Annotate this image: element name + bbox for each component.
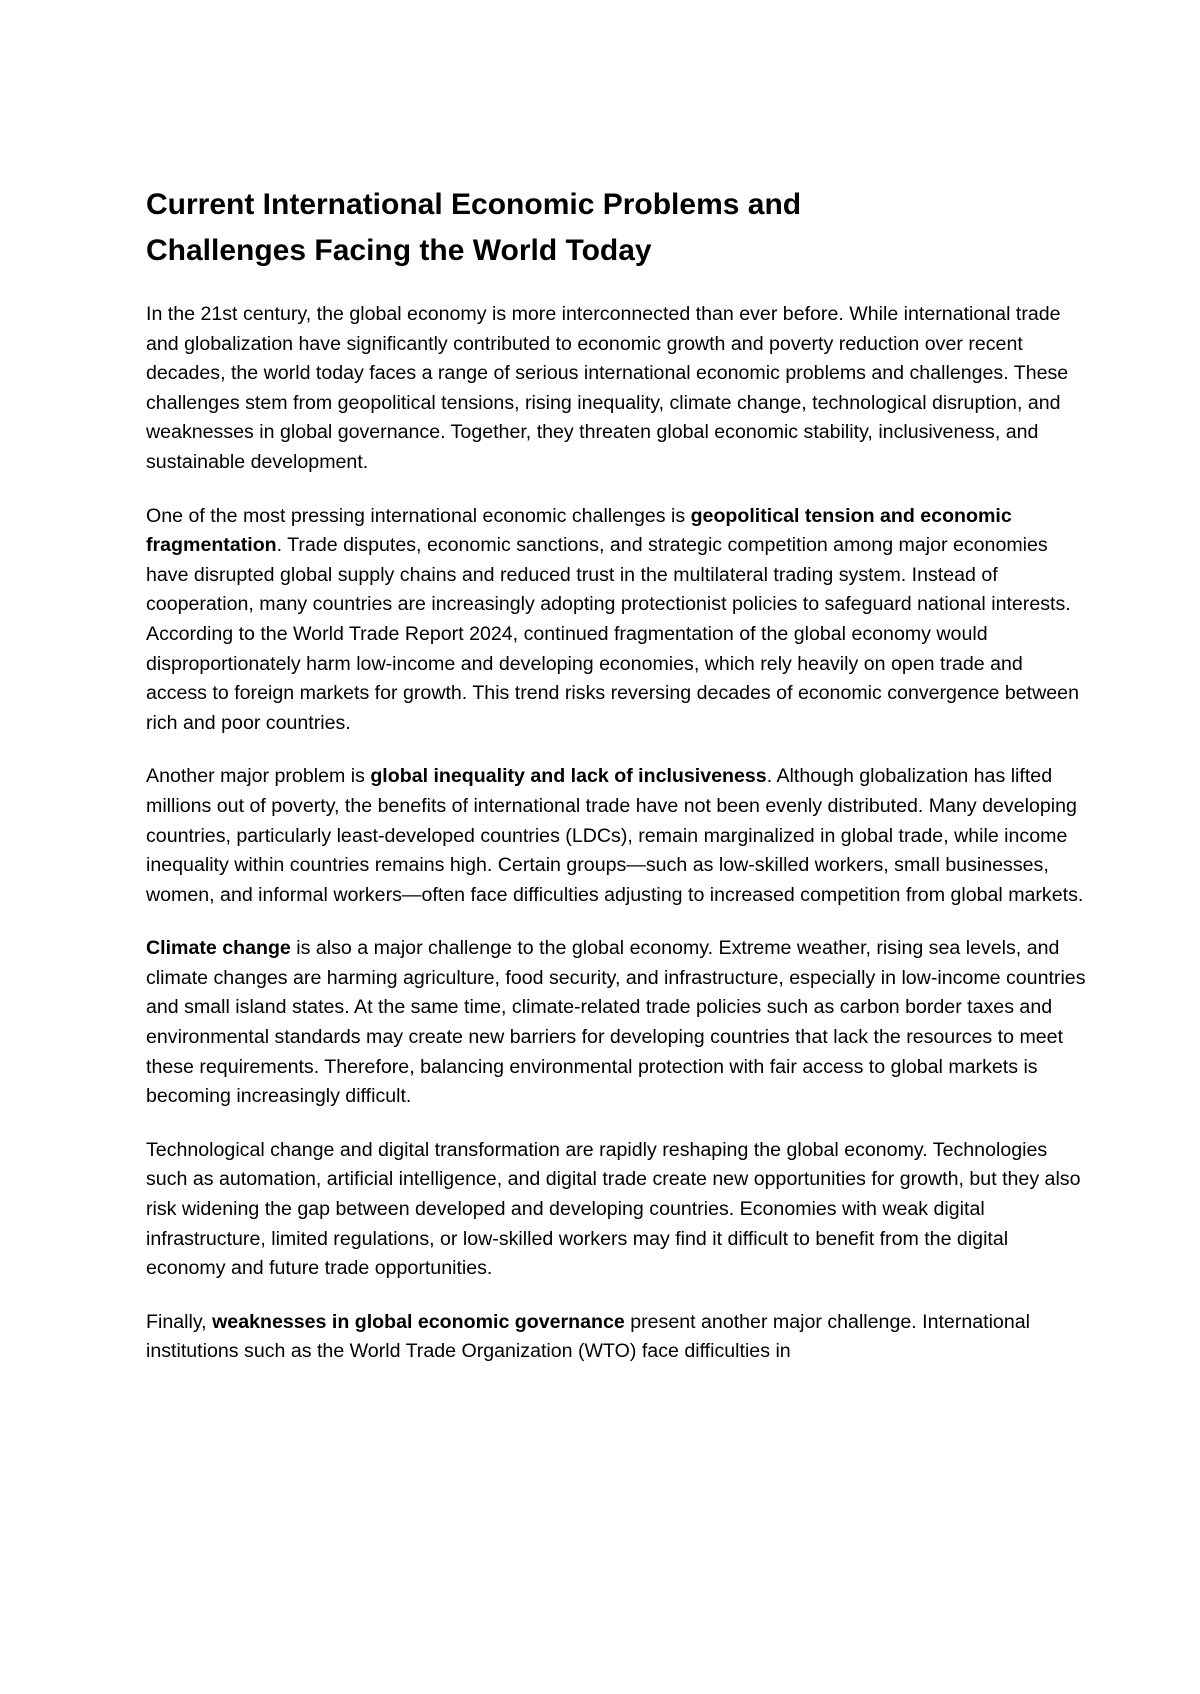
title-line-1: Current International Economic Problems and xyxy=(146,188,802,221)
bold-term: weaknesses in global economic governance xyxy=(212,1310,625,1333)
document-page xyxy=(146,182,1086,1391)
paragraph-geopolitical xyxy=(146,502,1086,739)
bold-term: global inequality and lack of inclusiveness xyxy=(370,765,767,788)
paragraph-governance xyxy=(146,1308,1086,1367)
paragraph-text: . Trade disputes, economic sanctions, and strategic competition among major economies have disrupted global supply chains and reduced trust in the multilateral trading system. Instead of cooperation, many countries are increasingly adopting protectionist policies to safeguard national interests. According to the World Trade Report 2024, continued fragmentation of the global economy would disproportionately harm low-income and developing economies, which rely heavily on open trade and access to foreign markets for growth. This trend risks reversing decades of economic convergence between rich and poor countries. xyxy=(146,534,1079,734)
paragraph-text: present another major challenge. International institutions such as the World Trade Organization (WTO) face difficulties in xyxy=(146,1310,1030,1363)
paragraph-text: . Although globalization has lifted millions out of poverty, the benefits of international trade have not been evenly distributed. Many developing countries, particularly least-developed countries (LDCs), remain marginalized in global trade, while income inequality within countries remains high. Certain groups—such as low-skilled workers, small businesses, women, and informal workers—often face difficulties adjusting to increased competition from global markets. xyxy=(146,765,1084,906)
title-line-2: Challenges Facing the World Today xyxy=(146,234,652,267)
paragraph-climate xyxy=(146,934,1086,1112)
bold-term: Climate change xyxy=(146,937,291,960)
paragraph-text: One of the most pressing international economic challenges is xyxy=(146,504,691,527)
paragraph-text: is also a major challenge to the global economy. Extreme weather, rising sea levels, and climate changes are harming agriculture, food security, and infrastructure, especially in low-income countries and small island states. At the same time, climate-related trade policies such as carbon border taxes and environmental standards may create new barriers for developing countries that lack the resources to meet these requirements. Therefore, balancing environmental protection with fair access to global markets is becoming increasingly difficult. xyxy=(146,937,1086,1108)
paragraph-intro: In the 21st century, the global economy is more interconnected than ever before. While international trade and globalization have significantly contributed to economic growth and poverty reduction over recent decades, the world today faces a range of serious international economic problems and challenges. These challenges stem from geopolitical tensions, rising inequality, climate change, technological disruption, and weaknesses in global governance. Together, they threaten global economic stability, inclusiveness, and sustainable development. xyxy=(146,303,1069,473)
paragraph-text: Finally, xyxy=(146,1310,213,1333)
document-title xyxy=(146,182,1086,274)
paragraph-technology: Technological change and digital transformation are rapidly reshaping the global economy. Technologies such as automation, artificial intelligence, and digital trade create new opportunities for growth, but they also risk widening the gap between developed and developing countries. Economies with weak digital infrastructure, limited regulations, or low-skilled workers may find it difficult to benefit from the digital economy and future trade opportunities. xyxy=(146,1138,1081,1280)
paragraph-text: Another major problem is xyxy=(146,765,371,788)
paragraph-inequality xyxy=(146,762,1086,910)
bold-term: geopolitical tension and economic fragmentation xyxy=(146,504,1012,557)
